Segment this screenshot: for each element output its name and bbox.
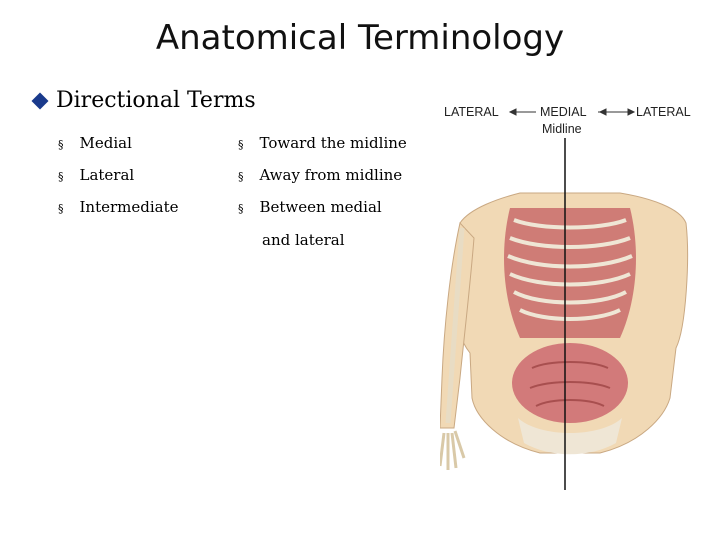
square-bullet-icon: § <box>238 202 244 215</box>
definition-label: and lateral <box>262 231 345 249</box>
term-lateral <box>58 166 134 184</box>
definition-label: Away from midline <box>259 166 403 184</box>
midline-label: Midline <box>542 122 582 136</box>
definition-medial <box>238 134 407 152</box>
diamond-icon <box>32 92 49 109</box>
term-intermediate <box>58 198 179 216</box>
square-bullet-icon: § <box>238 138 244 151</box>
definition-lateral <box>238 166 402 184</box>
square-bullet-icon: § <box>58 170 64 183</box>
lateral-label-right: LATERAL <box>636 105 691 119</box>
term-label: Intermediate <box>79 198 179 216</box>
torso-icon <box>458 193 688 454</box>
definition-intermediate <box>238 198 382 216</box>
square-bullet-icon: § <box>58 138 64 151</box>
term-label: Medial <box>79 134 132 152</box>
anatomy-illustration <box>440 98 720 498</box>
definition-label: Toward the midline <box>259 134 407 152</box>
slide-title: Anatomical Terminology <box>155 18 565 58</box>
medial-label: MEDIAL <box>540 105 587 119</box>
section-heading <box>34 88 256 113</box>
definition-continuation <box>262 231 345 249</box>
term-label: Lateral <box>79 166 135 184</box>
square-bullet-icon: § <box>58 202 64 215</box>
term-medial <box>58 134 132 152</box>
definition-label: Between medial <box>259 198 382 216</box>
heading-label: Directional Terms <box>56 88 256 113</box>
lateral-label-left: LATERAL <box>444 105 499 119</box>
square-bullet-icon: § <box>238 170 244 183</box>
